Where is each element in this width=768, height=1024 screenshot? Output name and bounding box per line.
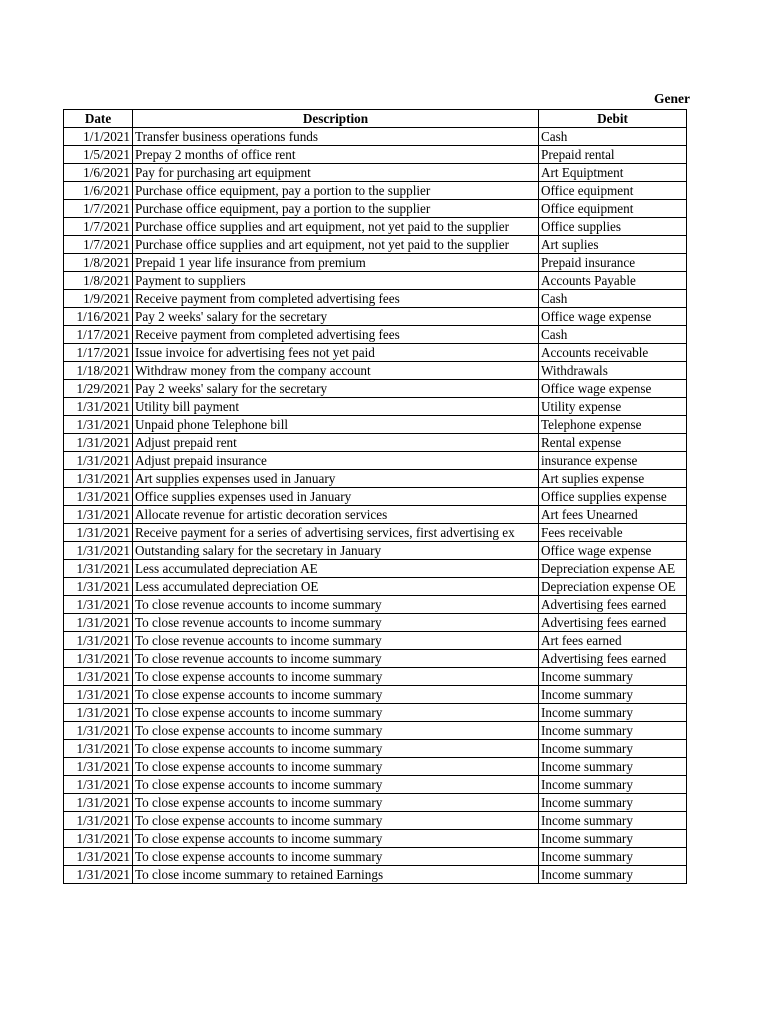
- description-cell[interactable]: To close expense accounts to income summary: [133, 704, 539, 722]
- debit-cell[interactable]: Office wage expense: [539, 542, 687, 560]
- table-row: [64, 650, 687, 668]
- description-cell[interactable]: Pay 2 weeks' salary for the secretary: [133, 308, 539, 326]
- table-row: [64, 578, 687, 596]
- debit-cell[interactable]: Income summary: [539, 722, 687, 740]
- debit-cell[interactable]: Income summary: [539, 830, 687, 848]
- debit-cell[interactable]: Office supplies expense: [539, 488, 687, 506]
- description-cell[interactable]: Pay 2 weeks' salary for the secretary: [133, 380, 539, 398]
- date-cell[interactable]: 1/31/2021: [64, 470, 133, 488]
- description-cell[interactable]: Outstanding salary for the secretary in January: [133, 542, 539, 560]
- debit-cell[interactable]: Advertising fees earned: [539, 614, 687, 632]
- debit-cell[interactable]: Rental expense: [539, 434, 687, 452]
- debit-cell[interactable]: Accounts receivable: [539, 344, 687, 362]
- description-cell[interactable]: Purchase office supplies and art equipment, not yet paid to the supplier: [133, 218, 539, 236]
- description-cell[interactable]: Issue invoice for advertising fees not yet paid: [133, 344, 539, 362]
- debit-cell[interactable]: Income summary: [539, 758, 687, 776]
- date-cell[interactable]: 1/5/2021: [64, 146, 133, 164]
- debit-cell[interactable]: Income summary: [539, 866, 687, 884]
- table-row: [64, 200, 687, 218]
- date-cell[interactable]: 1/31/2021: [64, 866, 133, 884]
- date-cell[interactable]: 1/31/2021: [64, 722, 133, 740]
- date-cell[interactable]: 1/9/2021: [64, 290, 133, 308]
- description-cell[interactable]: To close expense accounts to income summary: [133, 686, 539, 704]
- date-cell[interactable]: 1/7/2021: [64, 218, 133, 236]
- date-cell[interactable]: 1/31/2021: [64, 704, 133, 722]
- debit-cell[interactable]: Cash: [539, 326, 687, 344]
- date-cell[interactable]: 1/31/2021: [64, 542, 133, 560]
- date-cell[interactable]: 1/17/2021: [64, 326, 133, 344]
- header-row: [64, 110, 687, 128]
- debit-cell[interactable]: Office supplies: [539, 218, 687, 236]
- debit-cell[interactable]: Utility expense: [539, 398, 687, 416]
- debit-cell[interactable]: Art suplies expense: [539, 470, 687, 488]
- date-cell[interactable]: 1/31/2021: [64, 416, 133, 434]
- table-row: [64, 416, 687, 434]
- description-cell[interactable]: Transfer business operations funds: [133, 128, 539, 146]
- description-cell[interactable]: Art supplies expenses used in January: [133, 470, 539, 488]
- description-cell[interactable]: Utility bill payment: [133, 398, 539, 416]
- description-cell[interactable]: Unpaid phone Telephone bill: [133, 416, 539, 434]
- date-cell[interactable]: 1/7/2021: [64, 236, 133, 254]
- table-row: [64, 758, 687, 776]
- description-cell[interactable]: To close expense accounts to income summary: [133, 740, 539, 758]
- table-row: [64, 596, 687, 614]
- date-cell[interactable]: 1/31/2021: [64, 848, 133, 866]
- debit-cell[interactable]: Income summary: [539, 740, 687, 758]
- table-row: [64, 686, 687, 704]
- table-row: [64, 560, 687, 578]
- description-header[interactable]: Description: [133, 110, 539, 128]
- table-row: [64, 488, 687, 506]
- table-row: [64, 182, 687, 200]
- debit-cell[interactable]: Cash: [539, 128, 687, 146]
- table-row: [64, 866, 687, 884]
- table-row: [64, 236, 687, 254]
- debit-cell[interactable]: Art fees Unearned: [539, 506, 687, 524]
- date-header[interactable]: Date: [64, 110, 133, 128]
- debit-cell[interactable]: Advertising fees earned: [539, 650, 687, 668]
- description-cell[interactable]: Prepay 2 months of office rent: [133, 146, 539, 164]
- debit-cell[interactable]: Withdrawals: [539, 362, 687, 380]
- date-cell[interactable]: 1/31/2021: [64, 524, 133, 542]
- date-cell[interactable]: 1/31/2021: [64, 578, 133, 596]
- table-row: [64, 326, 687, 344]
- debit-cell[interactable]: Art Equiptment: [539, 164, 687, 182]
- description-cell[interactable]: To close expense accounts to income summary: [133, 830, 539, 848]
- date-cell[interactable]: 1/31/2021: [64, 740, 133, 758]
- description-cell[interactable]: Withdraw money from the company account: [133, 362, 539, 380]
- journal-table-body: [64, 128, 687, 884]
- description-cell[interactable]: To close revenue accounts to income summary: [133, 614, 539, 632]
- date-cell[interactable]: 1/8/2021: [64, 254, 133, 272]
- date-cell[interactable]: 1/31/2021: [64, 434, 133, 452]
- description-cell[interactable]: To close income summary to retained Earnings: [133, 866, 539, 884]
- debit-cell[interactable]: Telephone expense: [539, 416, 687, 434]
- date-cell[interactable]: 1/31/2021: [64, 506, 133, 524]
- description-cell[interactable]: To close revenue accounts to income summary: [133, 596, 539, 614]
- date-cell[interactable]: 1/31/2021: [64, 686, 133, 704]
- debit-cell[interactable]: Office equipment: [539, 200, 687, 218]
- table-row: [64, 542, 687, 560]
- description-cell[interactable]: To close expense accounts to income summary: [133, 812, 539, 830]
- description-cell[interactable]: To close expense accounts to income summary: [133, 722, 539, 740]
- description-cell[interactable]: To close expense accounts to income summary: [133, 848, 539, 866]
- table-row: [64, 524, 687, 542]
- table-row: [64, 668, 687, 686]
- table-row: [64, 722, 687, 740]
- debit-cell[interactable]: Office equipment: [539, 182, 687, 200]
- debit-cell[interactable]: Depreciation expense OE: [539, 578, 687, 596]
- table-row: [64, 632, 687, 650]
- debit-cell[interactable]: Art suplies: [539, 236, 687, 254]
- table-row: [64, 434, 687, 452]
- journal-table-header: [64, 110, 687, 128]
- debit-cell[interactable]: Prepaid rental: [539, 146, 687, 164]
- debit-cell[interactable]: Income summary: [539, 776, 687, 794]
- table-row: [64, 848, 687, 866]
- table-row: [64, 740, 687, 758]
- table-row: [64, 470, 687, 488]
- description-cell[interactable]: Adjust prepaid insurance: [133, 452, 539, 470]
- description-cell[interactable]: Receive payment from completed advertising fees: [133, 326, 539, 344]
- table-row: [64, 398, 687, 416]
- table-row: [64, 830, 687, 848]
- date-cell[interactable]: 1/29/2021: [64, 380, 133, 398]
- table-row: [64, 776, 687, 794]
- debit-cell[interactable]: Income summary: [539, 794, 687, 812]
- debit-cell[interactable]: Art fees earned: [539, 632, 687, 650]
- table-row: [64, 146, 687, 164]
- date-cell[interactable]: 1/31/2021: [64, 488, 133, 506]
- table-row: [64, 308, 687, 326]
- date-cell[interactable]: 1/31/2021: [64, 614, 133, 632]
- table-row: [64, 272, 687, 290]
- date-cell[interactable]: 1/31/2021: [64, 776, 133, 794]
- date-cell[interactable]: 1/31/2021: [64, 452, 133, 470]
- debit-cell[interactable]: Fees receivable: [539, 524, 687, 542]
- description-cell[interactable]: Office supplies expenses used in January: [133, 488, 539, 506]
- table-row: [64, 344, 687, 362]
- description-cell[interactable]: To close revenue accounts to income summary: [133, 650, 539, 668]
- table-row: [64, 362, 687, 380]
- table-row: [64, 614, 687, 632]
- debit-cell[interactable]: insurance expense: [539, 452, 687, 470]
- description-cell[interactable]: To close expense accounts to income summary: [133, 794, 539, 812]
- description-cell[interactable]: Receive payment from completed advertising fees: [133, 290, 539, 308]
- description-cell[interactable]: Receive payment for a series of advertising services, first advertising ex: [133, 524, 539, 542]
- date-cell[interactable]: 1/18/2021: [64, 362, 133, 380]
- debit-cell[interactable]: Income summary: [539, 668, 687, 686]
- table-row: [64, 812, 687, 830]
- date-cell[interactable]: 1/31/2021: [64, 632, 133, 650]
- debit-cell[interactable]: Office wage expense: [539, 380, 687, 398]
- date-cell[interactable]: 1/31/2021: [64, 596, 133, 614]
- description-cell[interactable]: Purchase office supplies and art equipment, not yet paid to the supplier: [133, 236, 539, 254]
- date-cell[interactable]: 1/17/2021: [64, 344, 133, 362]
- table-row: [64, 254, 687, 272]
- table-row: [64, 794, 687, 812]
- date-cell[interactable]: 1/6/2021: [64, 164, 133, 182]
- description-cell[interactable]: To close expense accounts to income summary: [133, 776, 539, 794]
- date-cell[interactable]: 1/7/2021: [64, 200, 133, 218]
- description-cell[interactable]: Adjust prepaid rent: [133, 434, 539, 452]
- debit-cell[interactable]: Advertising fees earned: [539, 596, 687, 614]
- description-cell[interactable]: Less accumulated depreciation AE: [133, 560, 539, 578]
- date-cell[interactable]: 1/6/2021: [64, 182, 133, 200]
- sheet-title: Gener: [654, 91, 690, 106]
- description-cell[interactable]: Pay for purchasing art equipment: [133, 164, 539, 182]
- table-row: [64, 704, 687, 722]
- debit-cell[interactable]: Accounts Payable: [539, 272, 687, 290]
- table-row: [64, 218, 687, 236]
- debit-cell[interactable]: Depreciation expense AE: [539, 560, 687, 578]
- debit-cell[interactable]: Income summary: [539, 704, 687, 722]
- date-cell[interactable]: 1/31/2021: [64, 830, 133, 848]
- description-cell[interactable]: Purchase office equipment, pay a portion to the supplier: [133, 182, 539, 200]
- date-cell[interactable]: 1/16/2021: [64, 308, 133, 326]
- date-cell[interactable]: 1/1/2021: [64, 128, 133, 146]
- debit-cell[interactable]: Income summary: [539, 686, 687, 704]
- table-row: [64, 506, 687, 524]
- debit-cell[interactable]: Office wage expense: [539, 308, 687, 326]
- date-cell[interactable]: 1/31/2021: [64, 398, 133, 416]
- date-cell[interactable]: 1/31/2021: [64, 812, 133, 830]
- table-row: [64, 164, 687, 182]
- description-cell[interactable]: Purchase office equipment, pay a portion to the supplier: [133, 200, 539, 218]
- date-cell[interactable]: 1/31/2021: [64, 794, 133, 812]
- debit-cell[interactable]: Income summary: [539, 812, 687, 830]
- journal-table: [63, 109, 687, 884]
- description-cell[interactable]: To close revenue accounts to income summary: [133, 632, 539, 650]
- date-cell[interactable]: 1/31/2021: [64, 650, 133, 668]
- description-cell[interactable]: To close expense accounts to income summary: [133, 668, 539, 686]
- description-cell[interactable]: Allocate revenue for artistic decoration services: [133, 506, 539, 524]
- date-cell[interactable]: 1/31/2021: [64, 668, 133, 686]
- table-row: [64, 290, 687, 308]
- debit-cell[interactable]: Income summary: [539, 848, 687, 866]
- date-cell[interactable]: 1/8/2021: [64, 272, 133, 290]
- table-row: [64, 380, 687, 398]
- date-cell[interactable]: 1/31/2021: [64, 758, 133, 776]
- debit-cell[interactable]: Prepaid insurance: [539, 254, 687, 272]
- debit-cell[interactable]: Cash: [539, 290, 687, 308]
- table-row: [64, 452, 687, 470]
- debit-header[interactable]: Debit: [539, 110, 687, 128]
- date-cell[interactable]: 1/31/2021: [64, 560, 133, 578]
- description-cell[interactable]: To close expense accounts to income summary: [133, 758, 539, 776]
- description-cell[interactable]: Prepaid 1 year life insurance from premium: [133, 254, 539, 272]
- table-row: [64, 128, 687, 146]
- description-cell[interactable]: Less accumulated depreciation OE: [133, 578, 539, 596]
- description-cell[interactable]: Payment to suppliers: [133, 272, 539, 290]
